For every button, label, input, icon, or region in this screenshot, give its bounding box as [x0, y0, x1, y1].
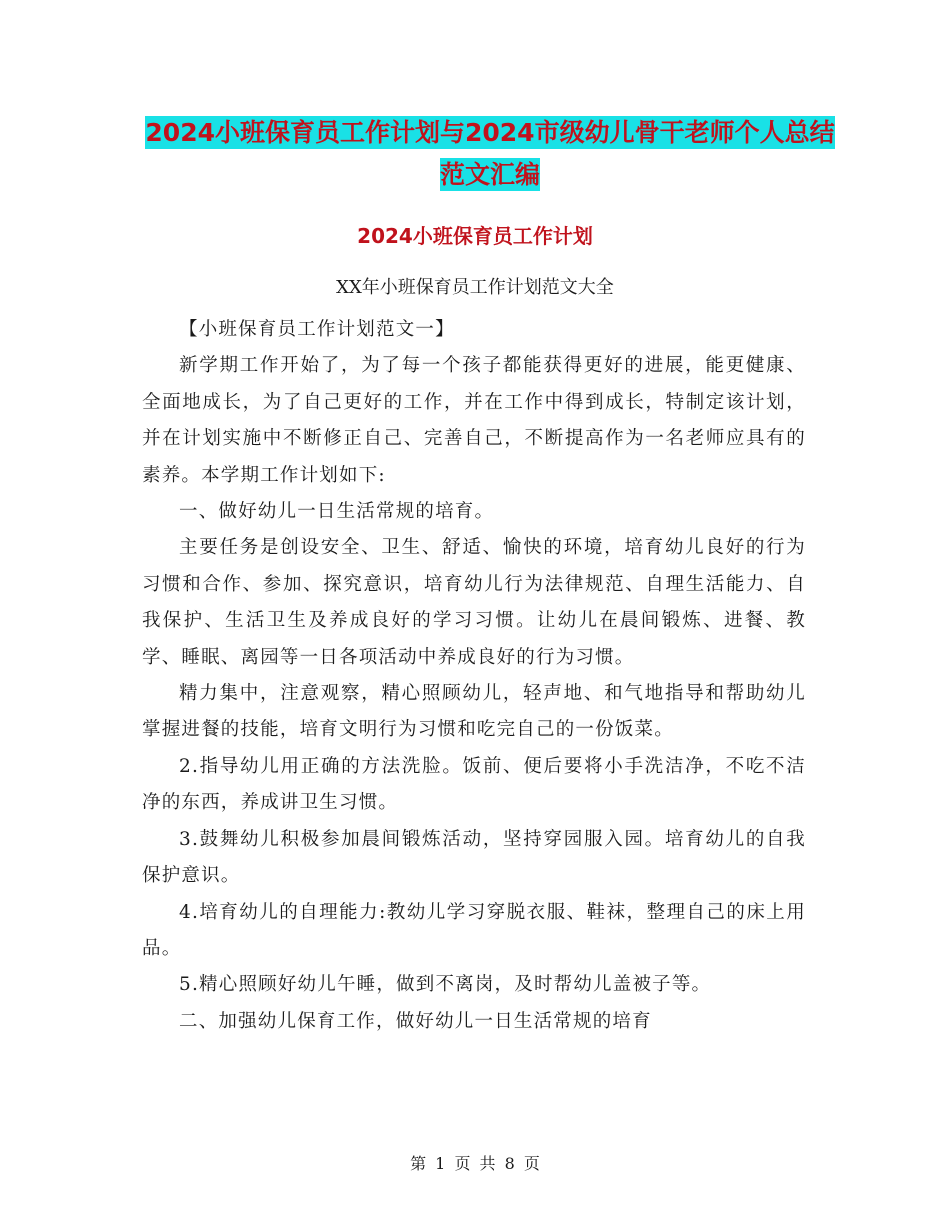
- paragraph: 新学期工作开始了，为了每一个孩子都能获得更好的进展，能更健康、全面地成长，为了自己更好的工作，并在工作中得到成长，特制定该计划，并在计划实施中不断修正自己、完善自己，不断提高作为一名老师应具有的素养。本学期工作计划如下:: [142, 355, 806, 486]
- paragraph: 精力集中，注意观察，精心照顾幼儿，轻声地、和气地指导和帮助幼儿掌握进餐的技能，培育文明行为习惯和吃完自己的一份饭菜。: [142, 683, 806, 741]
- paragraph: 3.鼓舞幼儿积极参加晨间锻炼活动，坚持穿园服入园。培育幼儿的自我保护意识。: [142, 828, 806, 887]
- document-title: [140, 112, 840, 196]
- paragraph: 二、加强幼儿保育工作，做好幼儿一日生活常规的培育: [179, 1010, 652, 1032]
- paragraph: 2.指导幼儿用正确的方法洗脸。饭前、便后要将小手洗洁净，不吃不洁净的东西，养成讲卫生习惯。: [142, 755, 806, 814]
- paragraph: 一、做好幼儿一日生活常规的培育。: [179, 501, 495, 523]
- section-subtitle: XX年小班保育员工作计划范文大全: [336, 277, 614, 298]
- page-footer: 第 1 页 共 8 页: [410, 1154, 540, 1173]
- section-title: 2024小班保育员工作计划: [357, 224, 593, 248]
- document-title-highlight: 2024小班保育员工作计划与2024市级幼儿骨干老师个人总结范文汇编: [145, 118, 835, 189]
- paragraph: 主要任务是创设安全、卫生、舒适、愉快的环境，培育幼儿良好的行为习惯和合作、参加、探究意识，培育幼儿行为法律规范、自理生活能力、自我保护、生活卫生及养成良好的学习习惯。让幼儿在晨间锻炼、进餐、教学、睡眠、离园等一日各项活动中养成良好的行为习惯。: [142, 537, 806, 668]
- paragraph: 4.培育幼儿的自理能力:教幼儿学习穿脱衣服、鞋袜，整理自己的床上用品。: [142, 901, 806, 959]
- body-text: [142, 312, 806, 1040]
- paragraph: 5.精心照顾好幼儿午睡，做到不离岗，及时帮幼儿盖被子等。: [179, 974, 712, 996]
- paragraph: 【小班保育员工作计划范文一】: [179, 319, 455, 340]
